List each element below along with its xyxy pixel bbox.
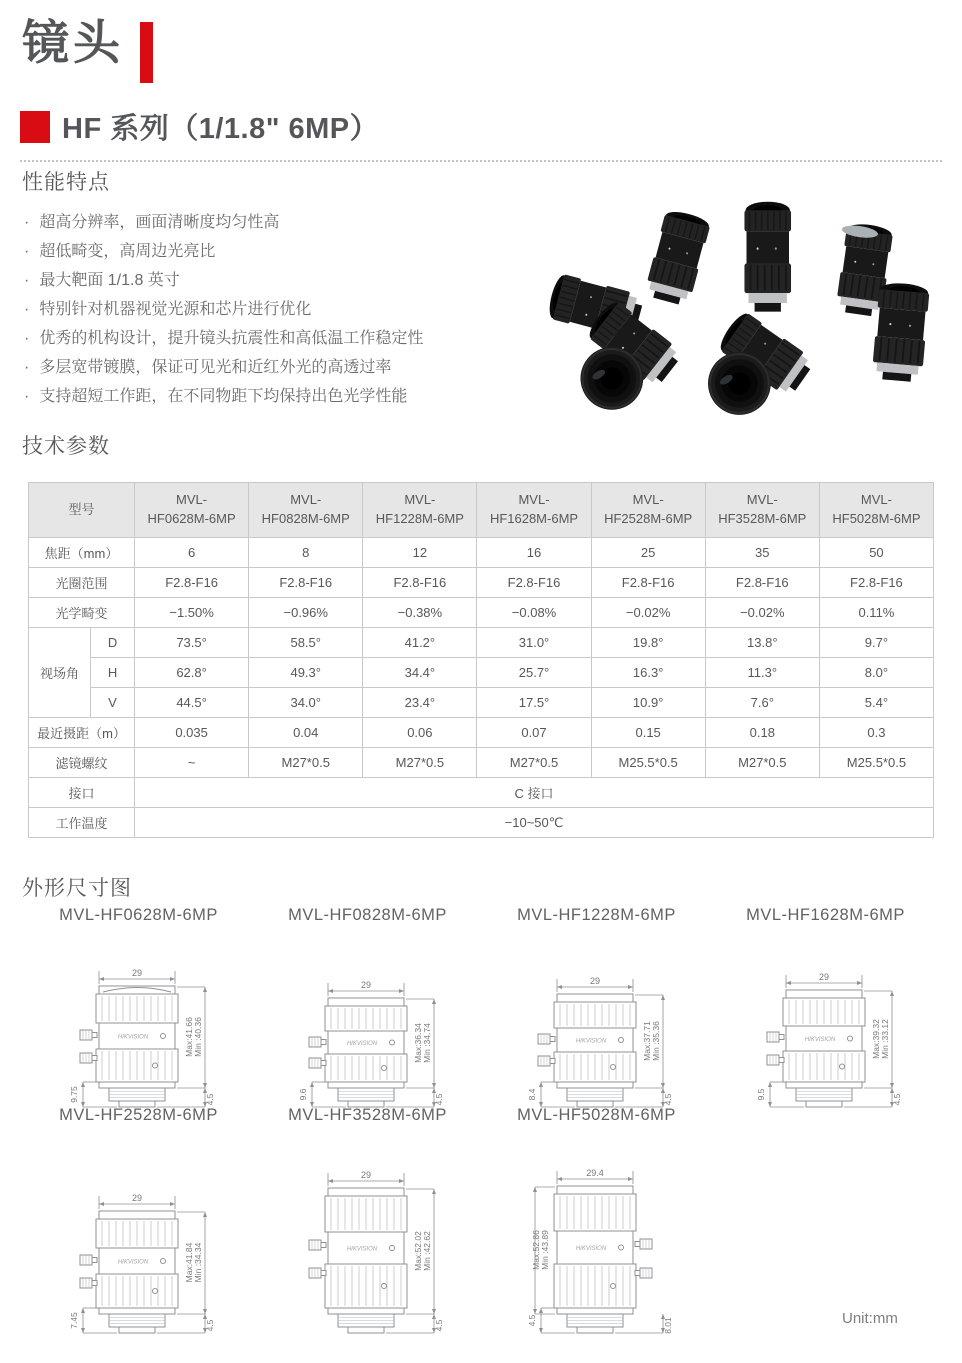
spec-value: 73.5° bbox=[135, 628, 249, 658]
svg-text:Min :43.89: Min :43.89 bbox=[539, 1230, 550, 1270]
svg-text:29: 29 bbox=[131, 1193, 142, 1203]
svg-text:Min :42.62: Min :42.62 bbox=[421, 1231, 432, 1271]
svg-text:29: 29 bbox=[589, 976, 600, 986]
spec-value: 25 bbox=[591, 538, 705, 568]
row-label: 光圈范围 bbox=[29, 568, 135, 598]
svg-text:7.45: 7.45 bbox=[68, 1312, 79, 1329]
dimension-diagram bbox=[482, 1106, 711, 1338]
diagram-model-label: MVL-HF1628M-6MP bbox=[746, 906, 905, 924]
feature-item: · 多层宽带镀膜，保证可见光和近红外光的高透过率 bbox=[24, 353, 552, 382]
spec-value: 16.3° bbox=[591, 658, 705, 688]
spec-value: 12 bbox=[363, 538, 477, 568]
spec-value: F2.8-F16 bbox=[135, 568, 249, 598]
spec-value: M27*0.5 bbox=[705, 748, 819, 778]
diagram-model-label: MVL-HF1228M-6MP bbox=[517, 906, 676, 924]
spec-value: −0.38% bbox=[363, 598, 477, 628]
spec-value: 8.0° bbox=[819, 658, 933, 688]
spec-value: F2.8-F16 bbox=[705, 568, 819, 598]
feature-item: · 特别针对机器视觉光源和芯片进行优化 bbox=[24, 295, 552, 324]
svg-text:Max:41.84: Max:41.84 bbox=[183, 1242, 194, 1283]
svg-text:HIKVISION: HIKVISION bbox=[804, 1037, 835, 1043]
spec-value: 17.5° bbox=[477, 688, 591, 718]
row-label: 焦距（mm） bbox=[29, 538, 135, 568]
spec-value: 16 bbox=[477, 538, 591, 568]
spec-value: 0.035 bbox=[135, 718, 249, 748]
feature-item: · 超低畸变，高周边光亮比 bbox=[24, 237, 552, 266]
lens-product-photo bbox=[540, 188, 955, 416]
features-list bbox=[24, 208, 552, 411]
title-accent-bar bbox=[140, 22, 153, 83]
svg-text:4.5: 4.5 bbox=[433, 1319, 444, 1332]
feature-item: · 最大靶面 1/1.8 英寸 bbox=[24, 266, 552, 295]
spec-value: 62.8° bbox=[135, 658, 249, 688]
svg-text:8.01: 8.01 bbox=[662, 1317, 673, 1334]
spec-value: 35 bbox=[705, 538, 819, 568]
spec-value: 23.4° bbox=[363, 688, 477, 718]
tech-params-heading: 技术参数 bbox=[22, 435, 110, 458]
dimension-diagram bbox=[24, 1106, 253, 1338]
series-heading-row bbox=[20, 106, 942, 162]
svg-text:4.5: 4.5 bbox=[891, 1093, 902, 1106]
spec-value: 31.0° bbox=[477, 628, 591, 658]
diagram-model-label: MVL-HF2528M-6MP bbox=[59, 1106, 218, 1124]
spec-value: 0.11% bbox=[819, 598, 933, 628]
dimension-diagram bbox=[24, 906, 253, 1112]
lens-dimension-drawing bbox=[39, 1187, 239, 1338]
svg-text:HIKVISION: HIKVISION bbox=[346, 1041, 377, 1047]
svg-text:Max:41.66: Max:41.66 bbox=[183, 1017, 194, 1057]
spec-value: 34.0° bbox=[249, 688, 363, 718]
spec-value: M27*0.5 bbox=[249, 748, 363, 778]
spec-value: 44.5° bbox=[135, 688, 249, 718]
svg-text:Max:37.71: Max:37.71 bbox=[641, 1021, 652, 1061]
row-sublabel: V bbox=[91, 688, 135, 718]
svg-text:4.5: 4.5 bbox=[204, 1319, 215, 1332]
col-header-model: 型号 bbox=[29, 483, 135, 538]
spec-value-span: −10~50℃ bbox=[135, 808, 934, 838]
spec-value: 9.7° bbox=[819, 628, 933, 658]
col-header: MVL- HF0628M-6MP bbox=[135, 483, 249, 538]
svg-text:Min :33.12: Min :33.12 bbox=[879, 1019, 890, 1059]
spec-value: −0.96% bbox=[249, 598, 363, 628]
diagram-model-label: MVL-HF5028M-6MP bbox=[517, 1106, 676, 1124]
spec-value: M27*0.5 bbox=[363, 748, 477, 778]
spec-value: F2.8-F16 bbox=[249, 568, 363, 598]
feature-item: · 支持超短工作距，在不同物距下均保持出色光学性能 bbox=[24, 382, 552, 411]
dimension-diagram bbox=[482, 906, 711, 1112]
page-header bbox=[22, 14, 153, 83]
spec-value: −0.02% bbox=[591, 598, 705, 628]
spec-value: 0.15 bbox=[591, 718, 705, 748]
spec-value: 19.8° bbox=[591, 628, 705, 658]
svg-text:4.5: 4.5 bbox=[433, 1093, 444, 1106]
svg-text:29: 29 bbox=[131, 968, 142, 978]
svg-text:4.5: 4.5 bbox=[526, 1314, 537, 1327]
lens-dimension-drawing bbox=[497, 1162, 697, 1338]
spec-value: ~ bbox=[135, 748, 249, 778]
svg-text:HIKVISION: HIKVISION bbox=[117, 1034, 148, 1041]
col-header: MVL- HF3528M-6MP bbox=[705, 483, 819, 538]
spec-value: 0.3 bbox=[819, 718, 933, 748]
lens-dimension-drawing bbox=[268, 974, 468, 1112]
row-label: 工作温度 bbox=[29, 808, 135, 838]
row-label: 视场角 bbox=[29, 628, 91, 718]
col-header: MVL- HF0828M-6MP bbox=[249, 483, 363, 538]
dimensions-heading: 外形尺寸图 bbox=[22, 877, 132, 900]
svg-text:Min :34.74: Min :34.74 bbox=[421, 1023, 432, 1063]
feature-item: · 优秀的机构设计，提升镜头抗震性和高低温工作稳定性 bbox=[24, 324, 552, 353]
svg-text:Max:52.02: Max:52.02 bbox=[412, 1231, 423, 1271]
spec-value: F2.8-F16 bbox=[363, 568, 477, 598]
unit-label: Unit:mm bbox=[842, 1310, 898, 1327]
col-header: MVL- HF1628M-6MP bbox=[477, 483, 591, 538]
lens-dimension-drawing bbox=[726, 966, 926, 1112]
features-heading: 性能特点 bbox=[22, 171, 110, 194]
spec-value: 0.04 bbox=[249, 718, 363, 748]
svg-text:29: 29 bbox=[818, 972, 829, 982]
col-header: MVL- HF2528M-6MP bbox=[591, 483, 705, 538]
spec-value: −0.02% bbox=[705, 598, 819, 628]
lens-dimension-drawing bbox=[497, 970, 697, 1112]
spec-value: 25.7° bbox=[477, 658, 591, 688]
svg-text:Min :34.34: Min :34.34 bbox=[192, 1242, 203, 1283]
diagram-model-label: MVL-HF3528M-6MP bbox=[288, 1106, 447, 1124]
spec-value: 13.8° bbox=[705, 628, 819, 658]
page-title: 镜头 bbox=[22, 16, 124, 69]
diagram-row-1 bbox=[24, 906, 940, 1112]
svg-text:4.5: 4.5 bbox=[662, 1093, 673, 1106]
svg-text:Max:36.34: Max:36.34 bbox=[412, 1023, 423, 1063]
spec-table-body bbox=[29, 538, 934, 838]
dimension-diagram bbox=[253, 906, 482, 1112]
svg-text:29: 29 bbox=[360, 1170, 371, 1180]
diagram-model-label: MVL-HF0828M-6MP bbox=[288, 906, 447, 924]
row-label: 滤镜螺纹 bbox=[29, 748, 135, 778]
series-title: HF 系列（1/1.8" 6MP） bbox=[62, 113, 380, 145]
spec-value: 49.3° bbox=[249, 658, 363, 688]
dimension-diagram bbox=[253, 1106, 482, 1338]
svg-text:HIKVISION: HIKVISION bbox=[117, 1259, 148, 1266]
dimension-diagram bbox=[711, 906, 940, 1112]
row-sublabel: D bbox=[91, 628, 135, 658]
spec-value: M25.5*0.5 bbox=[591, 748, 705, 778]
spec-value: 0.06 bbox=[363, 718, 477, 748]
lens-dimension-drawing bbox=[268, 1164, 468, 1338]
svg-text:8.4: 8.4 bbox=[526, 1088, 537, 1101]
svg-text:HIKVISION: HIKVISION bbox=[346, 1246, 377, 1253]
spec-value: 6 bbox=[135, 538, 249, 568]
series-accent-square bbox=[20, 111, 50, 143]
col-header: MVL- HF1228M-6MP bbox=[363, 483, 477, 538]
row-label: 接口 bbox=[29, 778, 135, 808]
spec-value: 58.5° bbox=[249, 628, 363, 658]
spec-value: F2.8-F16 bbox=[591, 568, 705, 598]
svg-text:Min :40.36: Min :40.36 bbox=[192, 1017, 203, 1057]
row-label: 最近摄距（m） bbox=[29, 718, 135, 748]
spec-value: F2.8-F16 bbox=[819, 568, 933, 598]
spec-value: 5.4° bbox=[819, 688, 933, 718]
svg-text:9.5: 9.5 bbox=[755, 1088, 766, 1101]
lens-dimension-drawing bbox=[39, 962, 239, 1112]
spec-value: M25.5*0.5 bbox=[819, 748, 933, 778]
svg-text:Max:52.86: Max:52.86 bbox=[530, 1230, 541, 1270]
spec-value: 41.2° bbox=[363, 628, 477, 658]
spec-value: 11.3° bbox=[705, 658, 819, 688]
spec-value: 50 bbox=[819, 538, 933, 568]
spec-value: 0.18 bbox=[705, 718, 819, 748]
diagram-model-label: MVL-HF0628M-6MP bbox=[59, 906, 218, 924]
spec-value: 34.4° bbox=[363, 658, 477, 688]
features-section bbox=[22, 166, 552, 411]
spec-value-span: C 接口 bbox=[135, 778, 934, 808]
svg-text:HIKVISION: HIKVISION bbox=[575, 1246, 606, 1252]
svg-text:29.4: 29.4 bbox=[585, 1168, 604, 1178]
row-label: 光学畸变 bbox=[29, 598, 135, 628]
spec-value: −1.50% bbox=[135, 598, 249, 628]
svg-text:9.6: 9.6 bbox=[297, 1088, 308, 1101]
svg-text:Min :35.36: Min :35.36 bbox=[650, 1021, 661, 1061]
spec-value: 0.07 bbox=[477, 718, 591, 748]
spec-value: 7.6° bbox=[705, 688, 819, 718]
spec-value: M27*0.5 bbox=[477, 748, 591, 778]
svg-text:HIKVISION: HIKVISION bbox=[575, 1038, 606, 1045]
feature-item: · 超高分辨率，画面清晰度均匀性高 bbox=[24, 208, 552, 237]
col-header: MVL- HF5028M-6MP bbox=[819, 483, 933, 538]
spec-table bbox=[28, 482, 934, 838]
spec-value: −0.08% bbox=[477, 598, 591, 628]
svg-text:29: 29 bbox=[360, 980, 371, 990]
row-sublabel: H bbox=[91, 658, 135, 688]
diagram-row-2 bbox=[24, 1106, 714, 1338]
svg-text:9.75: 9.75 bbox=[68, 1086, 79, 1103]
spec-value: 10.9° bbox=[591, 688, 705, 718]
svg-text:4.5: 4.5 bbox=[204, 1093, 215, 1106]
spec-value: F2.8-F16 bbox=[477, 568, 591, 598]
spec-table-head bbox=[29, 483, 934, 538]
svg-text:Max:39.32: Max:39.32 bbox=[870, 1019, 881, 1059]
spec-value: 8 bbox=[249, 538, 363, 568]
